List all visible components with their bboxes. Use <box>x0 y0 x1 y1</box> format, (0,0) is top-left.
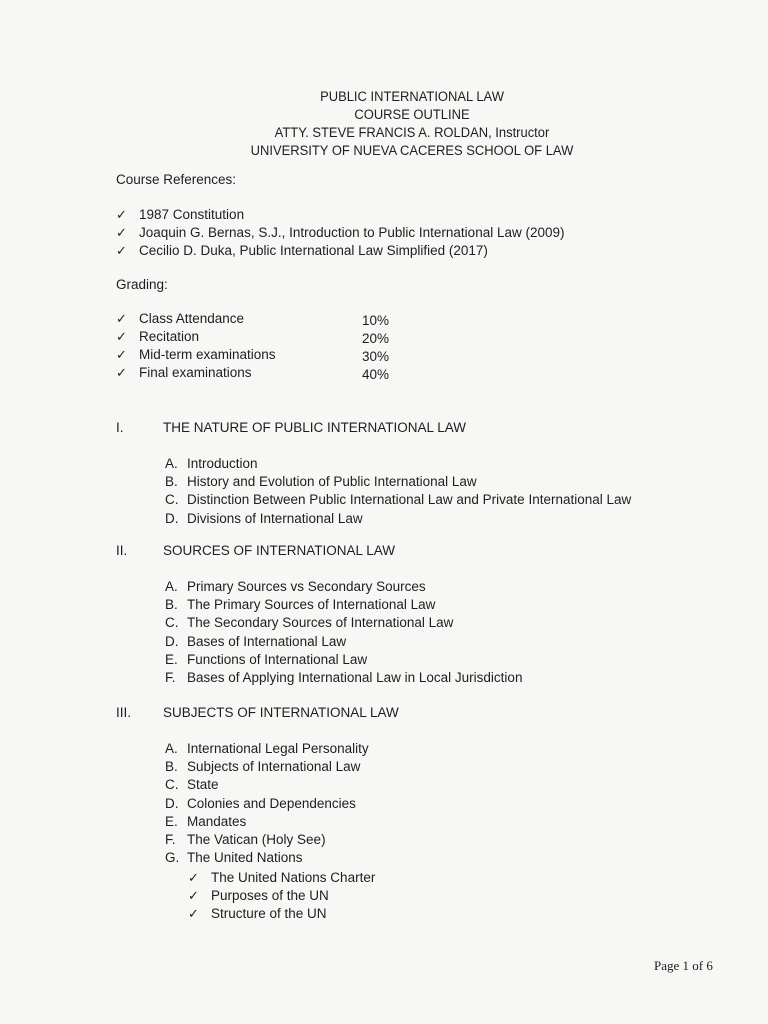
section-heading <box>116 420 466 435</box>
grading-percent: 30% <box>362 349 390 364</box>
list-item <box>165 776 369 794</box>
topic-text: Bases of International Law <box>187 633 347 649</box>
topic-text: Mandates <box>187 813 247 829</box>
section-numeral: I. <box>116 420 124 435</box>
list-item <box>116 242 565 260</box>
topic-text: Introduction <box>187 456 258 471</box>
grading-row <box>116 311 244 327</box>
checkmark-icon: ✓ <box>116 225 127 241</box>
topic-text: The Vatican (Holy See) <box>187 832 326 848</box>
list-item <box>165 795 369 813</box>
topic-letter: F. <box>165 832 176 848</box>
list-item <box>165 510 631 528</box>
grading-percent: 40% <box>362 367 390 382</box>
topic-letter: E. <box>165 813 178 829</box>
checkmark-icon: ✓ <box>188 870 199 885</box>
topic-letter: C. <box>165 615 179 631</box>
topic-letter: A. <box>165 456 178 471</box>
list-item <box>165 614 522 632</box>
section-topics <box>165 455 631 528</box>
section-title: SUBJECTS OF INTERNATIONAL LAW <box>163 705 399 720</box>
topic-letter: B. <box>165 759 178 775</box>
list-item <box>165 669 522 687</box>
list-item <box>188 887 375 905</box>
section-heading <box>116 543 395 558</box>
subtopic-text: The United Nations Charter <box>211 870 376 885</box>
grading-item: Final examinations <box>139 365 252 380</box>
topic-letter: D. <box>165 510 179 526</box>
list-item <box>165 633 522 651</box>
section-heading <box>116 705 399 720</box>
checkmark-icon: ✓ <box>116 365 127 380</box>
grading-item: Class Attendance <box>139 311 245 326</box>
topic-text: The Secondary Sources of International Law <box>187 615 454 631</box>
section-topics <box>165 578 522 687</box>
course-subtitle: COURSE OUTLINE <box>354 107 470 122</box>
topic-text: Bases of Applying International Law in Local Jurisdiction <box>187 670 523 686</box>
document-header <box>0 88 768 160</box>
grading-row <box>116 365 252 381</box>
section-title: THE NATURE OF PUBLIC INTERNATIONAL LAW <box>163 420 467 435</box>
grading-row <box>116 329 199 345</box>
topic-text: Functions of International Law <box>187 651 368 667</box>
topic-text: State <box>187 777 219 793</box>
subtopic-text: Structure of the UN <box>211 906 327 922</box>
checkmark-icon: ✓ <box>116 347 127 362</box>
list-item <box>116 206 565 224</box>
checkmark-icon: ✓ <box>116 329 127 344</box>
topic-letter: E. <box>165 651 178 667</box>
list-item <box>165 849 369 867</box>
list-item <box>165 596 522 614</box>
un-subtopics <box>188 869 375 924</box>
course-title: PUBLIC INTERNATIONAL LAW <box>320 89 504 104</box>
checkmark-icon: ✓ <box>116 311 127 326</box>
checkmark-icon: ✓ <box>188 906 199 922</box>
topic-letter: A. <box>165 741 178 756</box>
list-item <box>165 491 631 509</box>
grading-row <box>116 347 276 363</box>
topic-letter: A. <box>165 579 178 594</box>
topic-letter: C. <box>165 492 179 508</box>
reference-text: 1987 Constitution <box>139 207 245 222</box>
grading-label: Grading: <box>116 277 168 292</box>
topic-text: International Legal Personality <box>187 741 369 756</box>
topic-text: The Primary Sources of International Law <box>187 597 436 613</box>
list-item <box>165 740 369 758</box>
references-label: Course References: <box>116 172 237 187</box>
grading-percent: 10% <box>362 313 390 328</box>
subtopic-text: Purposes of the UN <box>211 888 329 904</box>
topic-letter: G. <box>165 850 180 866</box>
reference-text: Joaquin G. Bernas, S.J., Introduction to Public International Law (2009) <box>139 225 565 241</box>
topic-letter: F. <box>165 670 176 686</box>
checkmark-icon: ✓ <box>188 888 199 904</box>
list-item <box>165 651 522 669</box>
grading-item: Mid-term examinations <box>139 347 276 362</box>
topic-text: Subjects of International Law <box>187 759 361 775</box>
list-item <box>165 758 369 776</box>
list-item <box>188 905 375 923</box>
topic-text: Divisions of International Law <box>187 510 363 526</box>
list-item <box>165 473 631 491</box>
section-numeral: III. <box>116 705 132 720</box>
page-number: Page 1 of 6 <box>654 958 713 973</box>
checkmark-icon: ✓ <box>116 243 127 259</box>
section-topics <box>165 740 369 867</box>
list-item <box>165 578 522 596</box>
instructor-line: ATTY. STEVE FRANCIS A. ROLDAN, Instructor <box>274 125 550 140</box>
topic-letter: D. <box>165 633 179 649</box>
reference-text: Cecilio D. Duka, Public International Law Simplified (2017) <box>139 243 488 259</box>
topic-text: The United Nations <box>187 850 303 866</box>
topic-text: Distinction Between Public International Law and Private International Law <box>187 492 632 508</box>
section-numeral: II. <box>116 543 128 558</box>
list-item <box>188 869 375 887</box>
checkmark-icon: ✓ <box>116 207 127 222</box>
list-item <box>165 813 369 831</box>
grading-percent: 20% <box>362 331 390 346</box>
references-list <box>116 206 565 261</box>
topic-text: Colonies and Dependencies <box>187 795 356 811</box>
topic-letter: C. <box>165 777 179 793</box>
grading-item: Recitation <box>139 329 200 344</box>
section-title: SOURCES OF INTERNATIONAL LAW <box>163 543 396 558</box>
topic-text: History and Evolution of Public International Law <box>187 474 477 490</box>
topic-letter: D. <box>165 795 179 811</box>
school-line: UNIVERSITY OF NUEVA CACERES SCHOOL OF LAW <box>250 143 574 158</box>
topic-letter: B. <box>165 474 178 490</box>
list-item <box>116 224 565 242</box>
list-item <box>165 831 369 849</box>
topic-text: Primary Sources vs Secondary Sources <box>187 579 426 594</box>
list-item <box>165 455 631 473</box>
topic-letter: B. <box>165 597 178 613</box>
